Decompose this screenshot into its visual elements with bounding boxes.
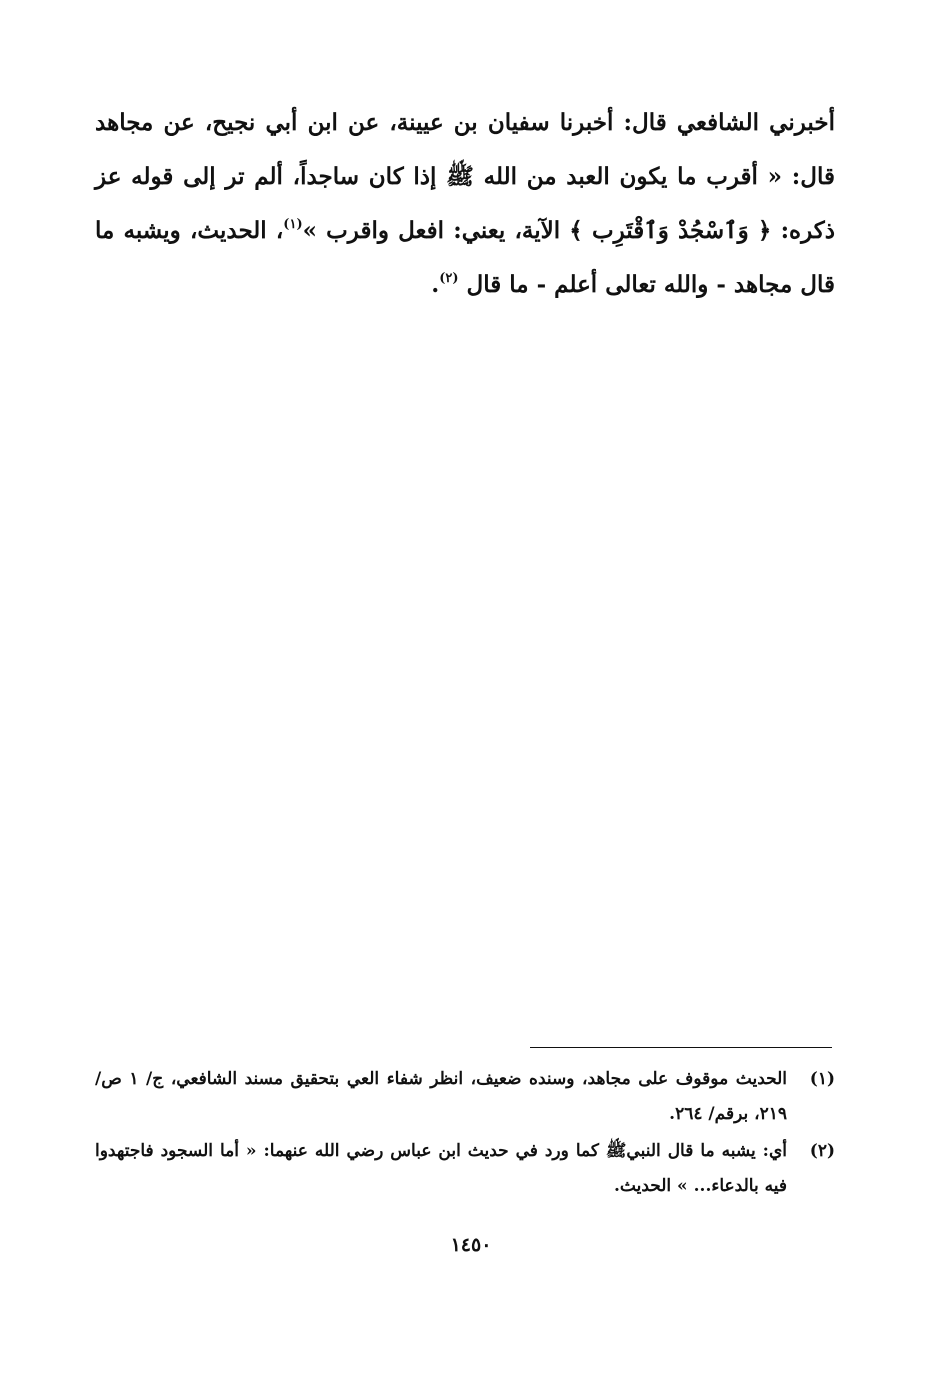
footnote-number: (٢) bbox=[809, 1141, 835, 1161]
footnote-1 bbox=[95, 1062, 835, 1132]
footnote-2 bbox=[95, 1134, 835, 1204]
footnote-ref-2: (٢) bbox=[439, 271, 459, 286]
footnote-quote: أما السجود فاجتهدوا فيه بالدعاء... bbox=[95, 1141, 787, 1196]
footnote-text: أي: يشبه ما قال النبيﷺ كما ورد في حديث ابن عباس رضي الله عنهما: « bbox=[238, 1141, 787, 1161]
paragraph-text-part-1: أخبرنا سفيان بن عيينة، عن ابن أبي نجيح، عن مجاهد قال: « أقرب ما يكون العبد من الله ﷺ إذا كان ساجداً، ألم تر إلى قوله عز ذكره: ﴿ وَٱسْجُدْ وَٱقْتَرِب ﴾ الآية، يعني: افعل واقرب » bbox=[95, 109, 835, 244]
footnote-divider bbox=[530, 1047, 832, 1048]
footnotes-section bbox=[95, 1062, 835, 1206]
paragraph-lead: أخبرني الشافعي قال: bbox=[623, 109, 835, 136]
footnote-ref-1: (١) bbox=[283, 217, 303, 232]
main-paragraph bbox=[95, 96, 835, 312]
page-number: ١٤٥٠ bbox=[450, 1234, 492, 1256]
footnote-number: (١) bbox=[809, 1069, 835, 1089]
paragraph-text-part-2: ، الحديث، ويشبه ما قال مجاهد - والله تعالى أعلم - ما قال bbox=[95, 217, 835, 298]
footnote-text-container bbox=[95, 1134, 787, 1204]
paragraph-end: . bbox=[431, 271, 440, 298]
footnote-tail: » الحديث. bbox=[614, 1176, 694, 1196]
footnote-text: الحديث موقوف على مجاهد، وسنده ضعيف، انظر شفاء العي بتحقيق مسند الشافعي، ج/ ١ ص/ ٢١٩، برقم/ ٢٦٤. bbox=[95, 1069, 787, 1124]
